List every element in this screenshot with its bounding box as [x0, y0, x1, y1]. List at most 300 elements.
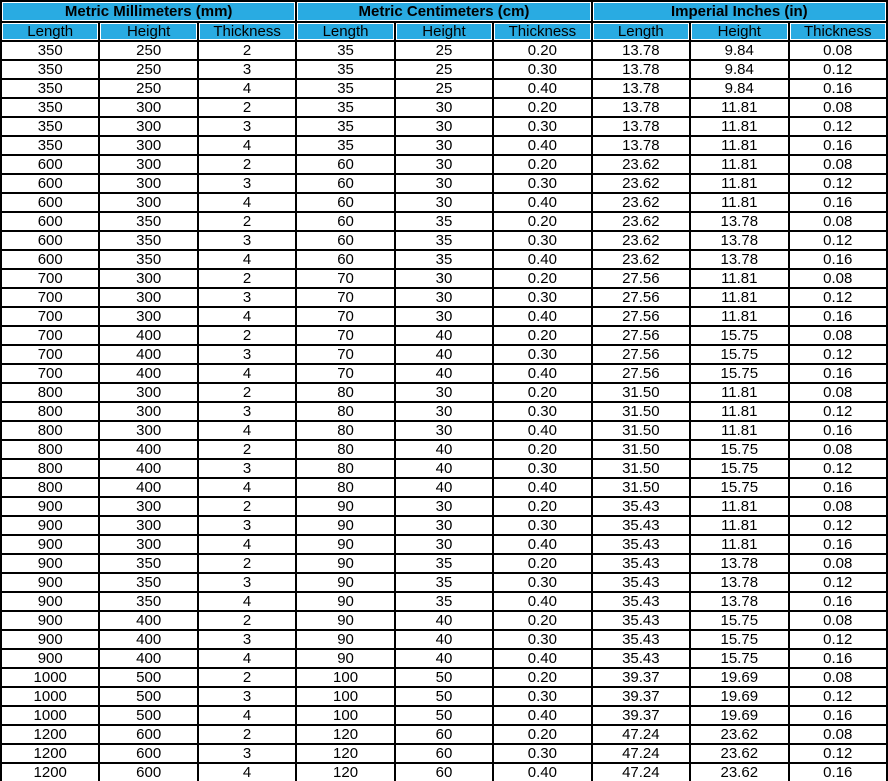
- table-cell: 3: [198, 687, 296, 706]
- table-cell: 0.08: [789, 725, 888, 744]
- table-cell: 23.62: [592, 174, 690, 193]
- table-cell: 0.20: [493, 269, 591, 288]
- table-row: [1, 706, 887, 725]
- table-cell: 11.81: [690, 117, 788, 136]
- table-row: [1, 516, 887, 535]
- table-cell: 900: [1, 573, 99, 592]
- table-cell: 0.30: [493, 459, 591, 478]
- table-cell: 4: [198, 421, 296, 440]
- table-cell: 35.43: [592, 592, 690, 611]
- table-cell: 800: [1, 440, 99, 459]
- table-cell: 0.30: [493, 288, 591, 307]
- table-cell: 90: [296, 497, 394, 516]
- table-row: [1, 307, 887, 326]
- table-cell: 0.30: [493, 573, 591, 592]
- table-cell: 1000: [1, 687, 99, 706]
- table-cell: 35: [296, 98, 394, 117]
- column-header-mm-thickness: Thickness: [198, 22, 296, 41]
- table-cell: 2: [198, 41, 296, 60]
- table-cell: 0.08: [789, 41, 888, 60]
- table-cell: 35: [296, 79, 394, 98]
- table-cell: 27.56: [592, 326, 690, 345]
- table-cell: 0.40: [493, 535, 591, 554]
- table-cell: 300: [99, 174, 197, 193]
- table-cell: 0.12: [789, 402, 888, 421]
- table-cell: 100: [296, 687, 394, 706]
- table-cell: 3: [198, 630, 296, 649]
- table-cell: 100: [296, 668, 394, 687]
- table-cell: 90: [296, 516, 394, 535]
- table-cell: 800: [1, 459, 99, 478]
- table-row: [1, 383, 887, 402]
- table-cell: 400: [99, 345, 197, 364]
- table-cell: 0.30: [493, 630, 591, 649]
- table-cell: 1000: [1, 668, 99, 687]
- table-cell: 0.08: [789, 326, 888, 345]
- table-cell: 0.40: [493, 706, 591, 725]
- table-cell: 3: [198, 345, 296, 364]
- table-cell: 60: [296, 250, 394, 269]
- table-cell: 47.24: [592, 725, 690, 744]
- table-cell: 31.50: [592, 459, 690, 478]
- table-cell: 0.30: [493, 60, 591, 79]
- table-cell: 0.08: [789, 668, 888, 687]
- table-cell: 0.12: [789, 174, 888, 193]
- table-cell: 0.08: [789, 98, 888, 117]
- table-cell: 0.30: [493, 744, 591, 763]
- table-cell: 15.75: [690, 478, 788, 497]
- table-cell: 23.62: [690, 744, 788, 763]
- table-cell: 0.16: [789, 307, 888, 326]
- table-cell: 23.62: [592, 155, 690, 174]
- table-cell: 2: [198, 212, 296, 231]
- table-cell: 11.81: [690, 193, 788, 212]
- table-cell: 11.81: [690, 516, 788, 535]
- table-cell: 13.78: [690, 592, 788, 611]
- table-row: [1, 117, 887, 136]
- table-row: [1, 611, 887, 630]
- table-cell: 4: [198, 136, 296, 155]
- table-cell: 1200: [1, 744, 99, 763]
- table-cell: 0.16: [789, 763, 888, 781]
- table-cell: 40: [395, 440, 493, 459]
- table-cell: 0.20: [493, 554, 591, 573]
- group-header-imperial-in: Imperial Inches (in): [592, 1, 887, 22]
- table-cell: 4: [198, 763, 296, 781]
- table-row: [1, 649, 887, 668]
- table-cell: 600: [1, 212, 99, 231]
- table-cell: 0.12: [789, 117, 888, 136]
- table-cell: 350: [99, 573, 197, 592]
- table-cell: 3: [198, 573, 296, 592]
- table-cell: 30: [395, 193, 493, 212]
- table-cell: 35: [296, 117, 394, 136]
- table-cell: 250: [99, 41, 197, 60]
- table-cell: 0.30: [493, 402, 591, 421]
- table-cell: 19.69: [690, 668, 788, 687]
- table-cell: 15.75: [690, 611, 788, 630]
- column-header-cm-thickness: Thickness: [493, 22, 591, 41]
- table-cell: 0.12: [789, 459, 888, 478]
- table-cell: 600: [1, 231, 99, 250]
- table-cell: 900: [1, 535, 99, 554]
- table-cell: 0.20: [493, 440, 591, 459]
- table-cell: 35.43: [592, 535, 690, 554]
- table-cell: 300: [99, 155, 197, 174]
- table-cell: 0.08: [789, 440, 888, 459]
- table-cell: 60: [395, 763, 493, 781]
- table-cell: 23.62: [592, 212, 690, 231]
- table-cell: 27.56: [592, 288, 690, 307]
- table-row: [1, 174, 887, 193]
- table-cell: 350: [99, 250, 197, 269]
- table-cell: 15.75: [690, 459, 788, 478]
- table-cell: 13.78: [592, 60, 690, 79]
- table-cell: 0.20: [493, 212, 591, 231]
- table-cell: 400: [99, 630, 197, 649]
- table-row: [1, 288, 887, 307]
- table-cell: 600: [1, 250, 99, 269]
- group-header-metric-mm: Metric Millimeters (mm): [1, 1, 296, 22]
- table-cell: 35.43: [592, 554, 690, 573]
- table-cell: 39.37: [592, 668, 690, 687]
- table-cell: 0.12: [789, 687, 888, 706]
- table-cell: 19.69: [690, 687, 788, 706]
- table-cell: 15.75: [690, 364, 788, 383]
- table-cell: 4: [198, 79, 296, 98]
- table-row: [1, 630, 887, 649]
- table-cell: 40: [395, 611, 493, 630]
- table-cell: 11.81: [690, 383, 788, 402]
- table-cell: 0.16: [789, 136, 888, 155]
- table-cell: 30: [395, 269, 493, 288]
- table-cell: 0.16: [789, 421, 888, 440]
- column-header-cm-length: Length: [296, 22, 394, 41]
- table-cell: 13.78: [690, 573, 788, 592]
- table-cell: 500: [99, 687, 197, 706]
- table-cell: 0.20: [493, 41, 591, 60]
- table-cell: 0.08: [789, 155, 888, 174]
- table-cell: 2: [198, 611, 296, 630]
- table-cell: 0.16: [789, 478, 888, 497]
- table-cell: 11.81: [690, 535, 788, 554]
- table-cell: 13.78: [690, 554, 788, 573]
- table-cell: 80: [296, 402, 394, 421]
- table-cell: 120: [296, 725, 394, 744]
- table-cell: 1200: [1, 725, 99, 744]
- table-cell: 1200: [1, 763, 99, 781]
- table-cell: 0.16: [789, 649, 888, 668]
- table-cell: 40: [395, 649, 493, 668]
- table-cell: 9.84: [690, 41, 788, 60]
- table-cell: 35: [296, 60, 394, 79]
- table-cell: 40: [395, 630, 493, 649]
- table-cell: 60: [296, 155, 394, 174]
- table-cell: 0.08: [789, 269, 888, 288]
- table-cell: 35: [395, 250, 493, 269]
- table-cell: 60: [395, 744, 493, 763]
- table-cell: 13.78: [690, 250, 788, 269]
- table-cell: 400: [99, 478, 197, 497]
- table-row: [1, 250, 887, 269]
- table-cell: 80: [296, 478, 394, 497]
- column-header-row: [1, 22, 887, 41]
- table-row: [1, 269, 887, 288]
- table-cell: 35.43: [592, 516, 690, 535]
- table-cell: 300: [99, 402, 197, 421]
- table-cell: 300: [99, 98, 197, 117]
- table-cell: 3: [198, 60, 296, 79]
- table-cell: 4: [198, 706, 296, 725]
- table-cell: 30: [395, 516, 493, 535]
- table-cell: 13.78: [592, 98, 690, 117]
- table-cell: 13.78: [592, 41, 690, 60]
- table-cell: 35.43: [592, 573, 690, 592]
- table-cell: 23.62: [690, 725, 788, 744]
- table-cell: 350: [1, 41, 99, 60]
- table-row: [1, 573, 887, 592]
- table-cell: 0.12: [789, 288, 888, 307]
- table-cell: 350: [99, 554, 197, 573]
- table-cell: 350: [1, 60, 99, 79]
- table-cell: 500: [99, 706, 197, 725]
- table-row: [1, 212, 887, 231]
- table-cell: 600: [1, 174, 99, 193]
- table-cell: 40: [395, 459, 493, 478]
- table-cell: 31.50: [592, 440, 690, 459]
- table-cell: 0.16: [789, 79, 888, 98]
- table-cell: 13.78: [592, 117, 690, 136]
- table-cell: 11.81: [690, 402, 788, 421]
- table-cell: 250: [99, 60, 197, 79]
- table-cell: 4: [198, 592, 296, 611]
- table-cell: 0.16: [789, 535, 888, 554]
- table-cell: 30: [395, 136, 493, 155]
- table-cell: 900: [1, 516, 99, 535]
- table-cell: 35: [395, 554, 493, 573]
- table-cell: 90: [296, 554, 394, 573]
- table-cell: 25: [395, 79, 493, 98]
- table-cell: 25: [395, 60, 493, 79]
- table-cell: 11.81: [690, 421, 788, 440]
- table-cell: 350: [1, 117, 99, 136]
- column-header-mm-height: Height: [99, 22, 197, 41]
- table-cell: 0.40: [493, 364, 591, 383]
- table-cell: 3: [198, 231, 296, 250]
- table-cell: 300: [99, 516, 197, 535]
- table-cell: 4: [198, 307, 296, 326]
- table-cell: 2: [198, 725, 296, 744]
- table-cell: 800: [1, 421, 99, 440]
- table-cell: 40: [395, 345, 493, 364]
- table-cell: 700: [1, 269, 99, 288]
- table-cell: 90: [296, 630, 394, 649]
- table-row: [1, 345, 887, 364]
- table-cell: 0.30: [493, 231, 591, 250]
- table-cell: 0.30: [493, 516, 591, 535]
- table-body: [1, 41, 887, 781]
- table-cell: 0.30: [493, 687, 591, 706]
- table-row: [1, 402, 887, 421]
- table-cell: 0.40: [493, 421, 591, 440]
- table-row: [1, 326, 887, 345]
- table-cell: 30: [395, 535, 493, 554]
- table-cell: 4: [198, 250, 296, 269]
- table-cell: 900: [1, 630, 99, 649]
- table-cell: 2: [198, 497, 296, 516]
- table-cell: 90: [296, 535, 394, 554]
- table-cell: 35: [395, 231, 493, 250]
- table-cell: 3: [198, 459, 296, 478]
- table-cell: 0.30: [493, 174, 591, 193]
- table-cell: 80: [296, 383, 394, 402]
- table-cell: 0.30: [493, 117, 591, 136]
- table-cell: 600: [99, 725, 197, 744]
- table-cell: 350: [1, 79, 99, 98]
- table-cell: 0.16: [789, 193, 888, 212]
- table-cell: 35.43: [592, 649, 690, 668]
- table-cell: 600: [1, 193, 99, 212]
- table-cell: 70: [296, 307, 394, 326]
- table-row: [1, 744, 887, 763]
- table-cell: 50: [395, 687, 493, 706]
- table-cell: 23.62: [592, 231, 690, 250]
- table-cell: 0.08: [789, 611, 888, 630]
- table-row: [1, 79, 887, 98]
- table-cell: 600: [99, 763, 197, 781]
- table-cell: 800: [1, 383, 99, 402]
- table-cell: 0.08: [789, 497, 888, 516]
- table-cell: 11.81: [690, 497, 788, 516]
- table-cell: 35.43: [592, 630, 690, 649]
- table-cell: 4: [198, 535, 296, 554]
- table-cell: 0.30: [493, 345, 591, 364]
- table-cell: 900: [1, 611, 99, 630]
- table-cell: 0.40: [493, 478, 591, 497]
- table-cell: 80: [296, 459, 394, 478]
- table-row: [1, 440, 887, 459]
- table-cell: 300: [99, 497, 197, 516]
- table-cell: 300: [99, 421, 197, 440]
- table-cell: 13.78: [690, 231, 788, 250]
- table-cell: 35.43: [592, 497, 690, 516]
- table-cell: 3: [198, 288, 296, 307]
- table-cell: 4: [198, 478, 296, 497]
- table-cell: 400: [99, 326, 197, 345]
- table-cell: 0.20: [493, 155, 591, 174]
- table-cell: 31.50: [592, 421, 690, 440]
- table-cell: 0.40: [493, 193, 591, 212]
- table-cell: 13.78: [592, 79, 690, 98]
- table-cell: 35: [296, 41, 394, 60]
- table-cell: 60: [296, 193, 394, 212]
- table-cell: 90: [296, 573, 394, 592]
- table-cell: 90: [296, 592, 394, 611]
- table-cell: 0.40: [493, 592, 591, 611]
- table-cell: 3: [198, 516, 296, 535]
- table-row: [1, 98, 887, 117]
- table-cell: 3: [198, 174, 296, 193]
- table-cell: 47.24: [592, 763, 690, 781]
- table-cell: 300: [99, 269, 197, 288]
- table-cell: 0.20: [493, 383, 591, 402]
- table-cell: 31.50: [592, 478, 690, 497]
- table-cell: 0.20: [493, 98, 591, 117]
- table-cell: 47.24: [592, 744, 690, 763]
- table-cell: 19.69: [690, 706, 788, 725]
- table-cell: 11.81: [690, 155, 788, 174]
- table-row: [1, 725, 887, 744]
- table-cell: 30: [395, 174, 493, 193]
- table-cell: 2: [198, 155, 296, 174]
- table-cell: 300: [99, 535, 197, 554]
- table-cell: 600: [1, 155, 99, 174]
- table-cell: 700: [1, 364, 99, 383]
- table-cell: 800: [1, 478, 99, 497]
- table-cell: 2: [198, 440, 296, 459]
- table-cell: 0.12: [789, 231, 888, 250]
- table-cell: 4: [198, 364, 296, 383]
- table-cell: 30: [395, 383, 493, 402]
- table-cell: 350: [1, 136, 99, 155]
- table-cell: 0.20: [493, 497, 591, 516]
- table-cell: 0.16: [789, 706, 888, 725]
- table-cell: 30: [395, 402, 493, 421]
- column-header-in-height: Height: [690, 22, 788, 41]
- table-cell: 23.62: [690, 763, 788, 781]
- table-cell: 9.84: [690, 60, 788, 79]
- table-cell: 13.78: [592, 136, 690, 155]
- table-cell: 0.12: [789, 630, 888, 649]
- table-cell: 70: [296, 288, 394, 307]
- table-cell: 0.12: [789, 345, 888, 364]
- table-cell: 0.40: [493, 79, 591, 98]
- table-cell: 0.20: [493, 611, 591, 630]
- table-cell: 300: [99, 117, 197, 136]
- table-cell: 23.62: [592, 250, 690, 269]
- table-cell: 0.08: [789, 554, 888, 573]
- table-row: [1, 421, 887, 440]
- table-cell: 11.81: [690, 98, 788, 117]
- table-cell: 30: [395, 288, 493, 307]
- table-cell: 2: [198, 326, 296, 345]
- table-cell: 0.40: [493, 250, 591, 269]
- table-cell: 40: [395, 364, 493, 383]
- table-cell: 0.40: [493, 136, 591, 155]
- table-row: [1, 193, 887, 212]
- table-cell: 30: [395, 421, 493, 440]
- group-header-metric-cm: Metric Centimeters (cm): [296, 1, 591, 22]
- table-cell: 700: [1, 288, 99, 307]
- table-cell: 39.37: [592, 706, 690, 725]
- table-cell: 50: [395, 706, 493, 725]
- table-cell: 900: [1, 497, 99, 516]
- table-cell: 11.81: [690, 288, 788, 307]
- table-cell: 400: [99, 364, 197, 383]
- table-cell: 35: [395, 212, 493, 231]
- table-cell: 3: [198, 117, 296, 136]
- table-cell: 15.75: [690, 345, 788, 364]
- table-cell: 90: [296, 649, 394, 668]
- table-cell: 2: [198, 668, 296, 687]
- table-cell: 0.16: [789, 364, 888, 383]
- table-cell: 800: [1, 402, 99, 421]
- table-row: [1, 592, 887, 611]
- table-cell: 4: [198, 649, 296, 668]
- table-cell: 35: [296, 136, 394, 155]
- table-cell: 300: [99, 307, 197, 326]
- table-cell: 23.62: [592, 193, 690, 212]
